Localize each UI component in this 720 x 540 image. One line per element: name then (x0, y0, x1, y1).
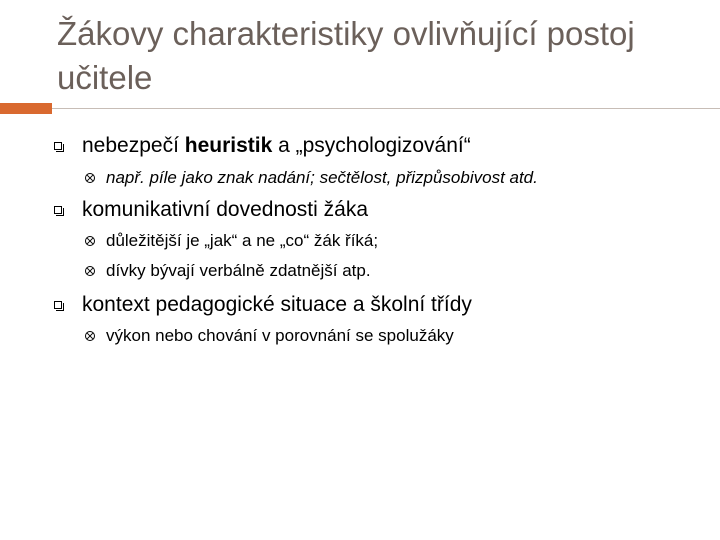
circle-cross-bullet-icon (84, 265, 96, 277)
list-item-text: nebezpečí (82, 134, 185, 157)
circle-cross-bullet-icon (84, 235, 96, 247)
list-item: kontext pedagogické situace a školní třídy (82, 293, 472, 316)
square-bullet-icon (54, 301, 62, 309)
sub-list-item: dívky bývají verbálně zdatnější atp. (106, 261, 371, 280)
slide-title: Žákovy charakteristiky ovlivňující postoj učitele (57, 15, 635, 96)
circle-cross-bullet-icon (84, 172, 96, 184)
sub-list-item: důležitější je „jak“ a ne „co“ žák říká; (106, 231, 379, 250)
square-bullet-icon (54, 206, 62, 214)
list-item (82, 133, 471, 159)
square-bullet-icon (54, 142, 62, 150)
list-item: komunikativní dovednosti žáka (82, 198, 368, 221)
list-item-text: a „psychologizování“ (272, 134, 471, 157)
list-item-bold-text: heuristik (184, 134, 273, 157)
sub-list-item: např. píle jako znak nadání; sečtělost, přizpůsobivost atd. (106, 168, 538, 187)
circle-cross-bullet-icon (84, 330, 96, 342)
sub-list-item: výkon nebo chování v porovnání se spolužáky (106, 326, 454, 345)
